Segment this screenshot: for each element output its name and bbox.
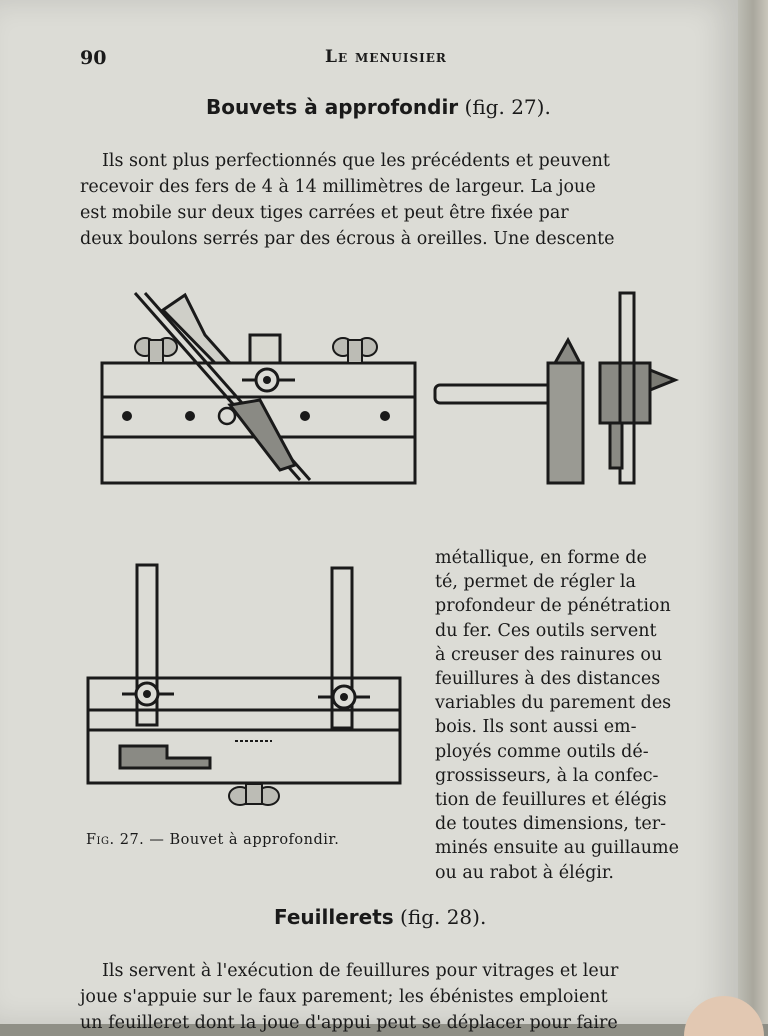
text-line: recevoir des fers de 4 à 14 millimètres de largeur. La joue [80, 177, 596, 197]
paragraph-feuillerets [80, 958, 692, 1036]
section-title-text: Feuillerets [274, 905, 394, 929]
figure-caption [86, 832, 339, 848]
text-line: à creuser des rainures ou [435, 644, 663, 665]
text-line: du fer. Ces outils servent [435, 620, 657, 641]
section-title-feuillerets [274, 905, 486, 929]
text-line: minés ensuite au guillaume [435, 838, 679, 859]
section-title-figref: (fig. 27). [464, 95, 551, 119]
page-edge [738, 0, 768, 1024]
figure-caption-text: — Bouvet à approfondir. [149, 832, 340, 848]
section-title-bouvets [206, 95, 551, 119]
text-line: ou au rabot à élégir. [435, 862, 614, 883]
figure-caption-label: Fig. 27. [86, 832, 145, 848]
text-line: bois. Ils sont aussi em- [435, 717, 637, 738]
text-line: de toutes dimensions, ter- [435, 814, 667, 835]
wing-nut-icon [229, 784, 279, 805]
figure-plane-top-view [82, 558, 412, 813]
page-number: 90 [80, 47, 107, 69]
running-title: Le menuisier [325, 47, 447, 67]
text-line: métallique, en forme de [435, 548, 647, 568]
adjust-screw-icon [242, 369, 295, 391]
text-line: Ils servent à l'exécution de feuillures pour vitrages et leur [102, 961, 619, 981]
text-line: joue s'appuie sur le faux parement; les ébénistes emploient [80, 987, 608, 1007]
paragraph-continuation [435, 546, 701, 885]
text-line: variables du parement des [435, 693, 672, 714]
text-line: feuillures à des distances [435, 669, 661, 690]
text-line: un feuilleret dont la joue d'appui peut se déplacer pour faire [80, 1013, 618, 1033]
text-line: ployés comme outils dé- [435, 741, 649, 762]
text-line: tion de feuillures et élégis [435, 790, 667, 811]
text-line: té, permet de régler la [435, 572, 636, 593]
text-line: grossisseurs, à la confec- [435, 765, 659, 786]
figure-plane-side-view [95, 285, 425, 495]
text-line: deux boulons serrés par des écrous à oreilles. Une descente [80, 229, 615, 249]
section-title-figref: (fig. 28). [400, 905, 487, 929]
paragraph-intro [80, 148, 702, 252]
section-title-text: Bouvets à approfondir [206, 95, 459, 119]
figure-plane-end-view [430, 285, 690, 495]
text-line: profondeur de pénétration [435, 596, 671, 617]
text-line: est mobile sur deux tiges carrées et peut être fixée par [80, 203, 569, 223]
text-line: Ils sont plus perfectionnés que les précédents et peuvent [102, 151, 610, 171]
